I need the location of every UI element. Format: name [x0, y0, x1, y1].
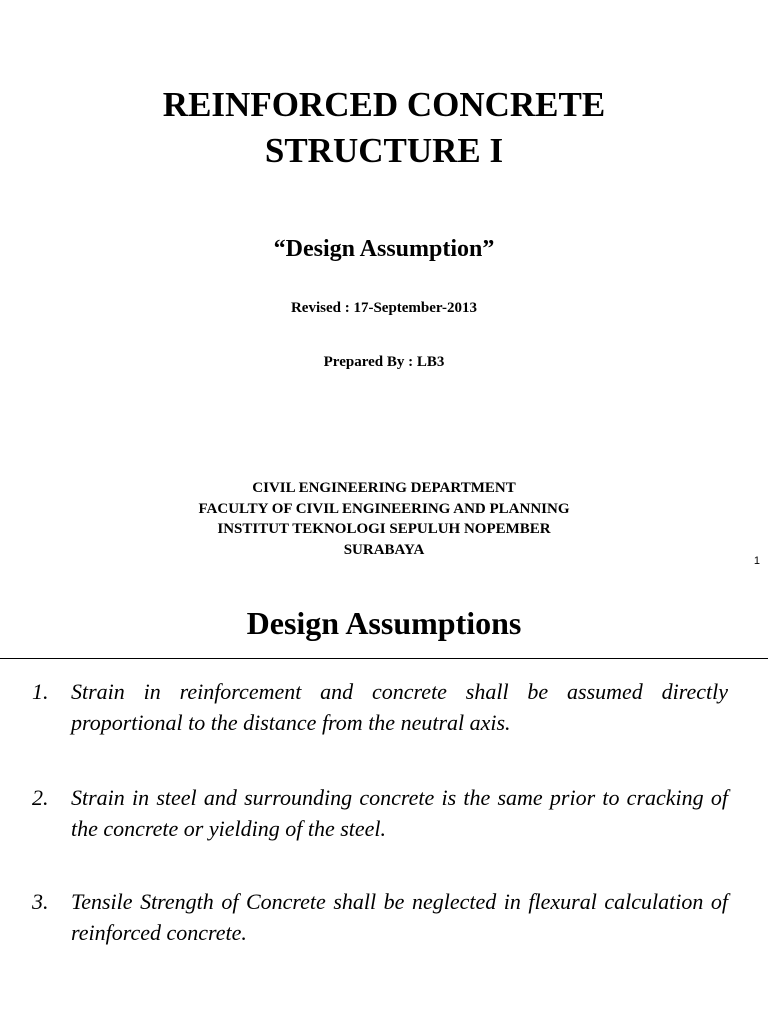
- slide-2: [0, 576, 768, 1024]
- title-line-2: STRUCTURE I: [264, 131, 504, 170]
- list-number: 2.: [32, 785, 49, 810]
- page-number: 1: [753, 555, 760, 567]
- affiliation-line: SURABAYA: [343, 541, 425, 558]
- revised-date: Revised : 17-September-2013: [290, 300, 478, 316]
- slide-subtitle: “Design Assumption”: [273, 236, 495, 262]
- prepared-by: Prepared By : LB3: [323, 354, 445, 370]
- title-line-1: REINFORCED CONCRETE: [162, 85, 606, 124]
- slide-title: [0, 82, 768, 174]
- list-text: Strain in reinforcement and concrete shall be assumed directly proportional to the distance from the neutral axis.: [71, 679, 728, 735]
- title-divider: [0, 658, 768, 659]
- affiliation-block: [0, 478, 768, 560]
- list-text: Strain in steel and surrounding concrete is the same prior to cracking of the concrete or yielding of the steel.: [71, 785, 728, 841]
- affiliation-line: INSTITUT TEKNOLOGI SEPULUH NOPEMBER: [217, 521, 551, 537]
- list-number: 1.: [32, 679, 49, 704]
- section-title: Design Assumptions: [246, 605, 522, 641]
- list-number: 3.: [32, 889, 49, 914]
- affiliation-line: CIVIL ENGINEERING DEPARTMENT: [252, 480, 516, 496]
- list-text: Tensile Strength of Concrete shall be neglected in flexural calculation of reinforced concrete.: [71, 889, 728, 945]
- affiliation-line: FACULTY OF CIVIL ENGINEERING AND PLANNING: [198, 500, 570, 517]
